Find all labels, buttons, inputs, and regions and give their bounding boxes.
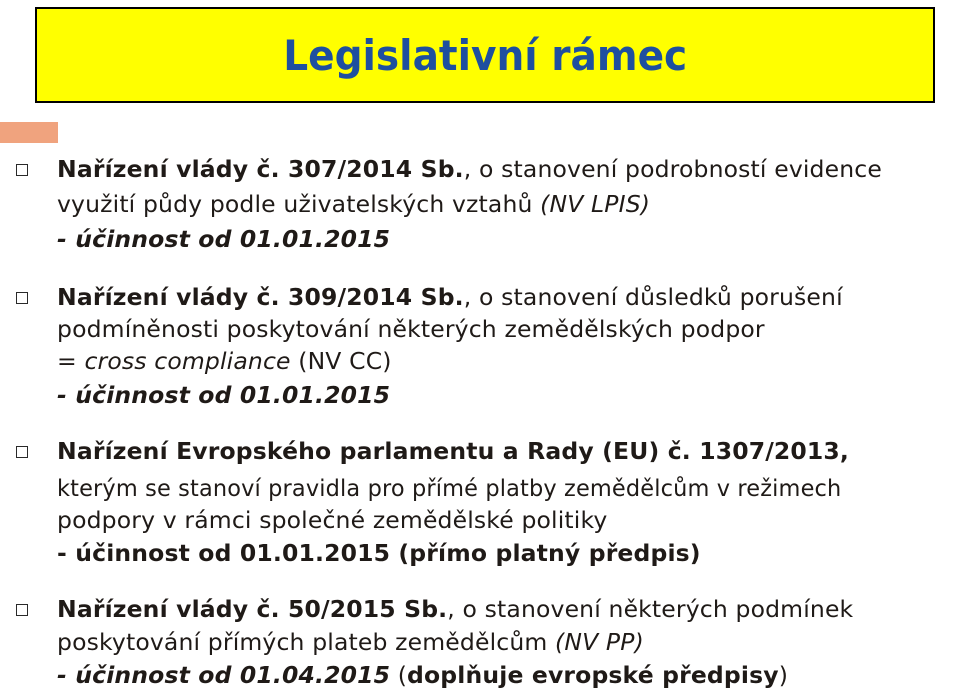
item-3-effective: - účinnost od 01.01.2015 (přímo platný předpis): [57, 539, 701, 567]
item-1-effective: - účinnost od 01.01.2015: [57, 225, 391, 253]
item-3-line-2: [57, 472, 878, 505]
item-2-effective: - účinnost od 01.01.2015: [57, 381, 391, 409]
item-4-text: , o stanovení některých podmínek: [447, 595, 854, 623]
title-box: [35, 7, 935, 103]
item-4-line-2: [57, 626, 644, 659]
item-3-reference: Nařízení Evropského parlamentu a Rady (EU) č. 1307/2013,: [57, 437, 850, 465]
slide-title: Legislativní rámec: [282, 30, 687, 80]
item-1-text-cont: využití půdy podle uživatelských vztahů: [57, 190, 541, 218]
item-2-reference: Nařízení vlády č. 309/2014 Sb.: [57, 283, 464, 311]
bullet-square-icon: [16, 604, 28, 616]
item-2-cross-compliance: cross compliance: [84, 347, 291, 375]
item-1-text: , o stanovení podrobností evidence: [463, 155, 882, 183]
bullet-square-icon: [16, 164, 28, 176]
item-3-line-1: [57, 435, 849, 468]
item-4-text-cont: poskytování přímých plateb zemědělcům: [57, 628, 556, 656]
item-2-line-3: [57, 345, 392, 378]
item-4-supplement: doplňuje evropské předpisy: [407, 661, 779, 689]
item-1-line-1: [57, 153, 882, 186]
item-2-abbrev: (NV CC): [290, 347, 392, 375]
item-4-effective: - účinnost od 01.04.2015: [57, 661, 391, 689]
item-1-line-2: [57, 188, 650, 221]
item-2-text: , o stanovení důsledků porušení: [463, 283, 843, 311]
item-2-equals: =: [57, 347, 85, 375]
item-1-line-3: [57, 223, 390, 256]
item-2-line-4: [57, 379, 390, 412]
item-1-reference: Nařízení vlády č. 307/2014 Sb.: [57, 155, 464, 183]
bullet-square-icon: [16, 292, 28, 304]
item-2-text-cont: podmíněnosti poskytování některých zemědělských podpor: [57, 315, 765, 343]
item-4-paren-open: (: [390, 661, 408, 689]
item-2-line-1: [57, 281, 843, 314]
item-2-line-2: [57, 313, 765, 346]
bullet-square-icon: [16, 446, 28, 458]
item-4-line-1: [57, 593, 853, 626]
item-4-line-3: [57, 659, 788, 692]
item-1-abbrev: (NV LPIS): [540, 190, 651, 218]
item-3-text: kterým se stanoví pravidla pro přímé platby zemědělcům v režimech: [57, 474, 842, 502]
item-4-abbrev: (NV PP): [555, 628, 644, 656]
item-3-text-cont: podpory v rámci společné zemědělské politiky: [57, 506, 608, 534]
item-3-line-4: [57, 537, 701, 570]
item-4-paren-close: ): [778, 661, 789, 689]
accent-bar: [0, 122, 58, 143]
item-4-reference: Nařízení vlády č. 50/2015 Sb.: [57, 595, 448, 623]
item-3-line-3: [57, 504, 607, 537]
